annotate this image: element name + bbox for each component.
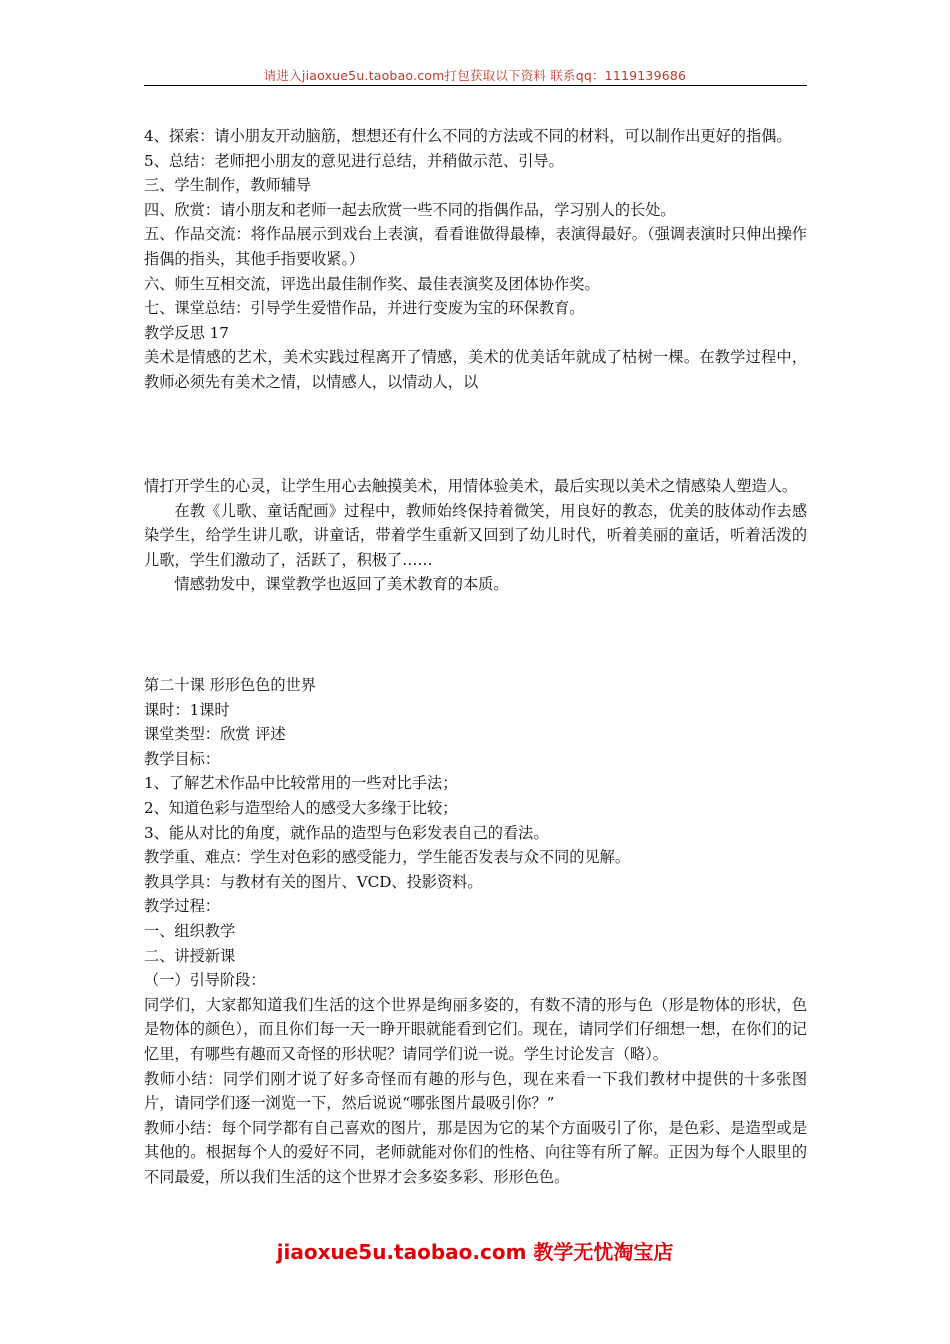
paragraph: 教师小结：每个同学都有自己喜欢的图片，那是因为它的某个方面吸引了你，是色彩、是造型或是其他的。根据每个人的爱好不同，老师就能对你们的性格、向往等有所了解。正因为每个人眼里的不同最爱，所以我们生活的这个世界才会多姿多彩、形形色色。 <box>144 1118 807 1186</box>
paragraph: 同学们，大家都知道我们生活的这个世界是绚丽多姿的，有数不清的形与色（形是物体的形状，色是物体的颜色），而且你们每一天一睁开眼就能看到它们。现在，请同学们仔细想一想，在你们的记忆里，有哪些有趣而又奇怪的形状呢？请同学们说一说。学生讨论发言（略）。 <box>144 995 807 1063</box>
paragraph: 4、探索：请小朋友开动脑筋，想想还有什么不同的方法或不同的材料，可以制作出更好的指偶。 <box>144 127 792 145</box>
paragraph: 教学过程： <box>144 897 220 916</box>
paragraph: 2、知道色彩与造型给人的感受大多缘于比较； <box>144 798 458 817</box>
paragraph: 美术是情感的艺术，美术实践过程离开了情感，美术的优美话年就成了枯树一棵。在教学过程中，教师必须先有美术之情，以情感人，以情动人，以 <box>144 348 807 391</box>
paragraph: 情打开学生的心灵，让学生用心去触摸美术，用情体验美术，最后实现以美术之情感染人塑造人。 <box>144 477 798 495</box>
paragraph: （一）引导阶段： <box>144 971 266 990</box>
paragraph: 二、讲授新课 <box>144 946 236 965</box>
lesson-title: 第二十课 形形色色的世界 <box>144 676 316 694</box>
paragraph: 教具学具：与教材有关的图片、VCD、投影资料。 <box>144 872 483 891</box>
paragraph: 教学目标： <box>144 749 220 768</box>
body-section-3 <box>144 673 807 1189</box>
paragraph: 六、师生互相交流，评选出最佳制作奖、最佳表演奖及团体协作奖。 <box>144 274 600 293</box>
paragraph: 在教《儿歌、童话配画》过程中，教师始终保持着微笑，用良好的教态，优美的肢体动作去感染学生，给学生讲儿歌，讲童话，带着学生重新又回到了幼儿时代，听着美丽的童话，听着活泼的儿歌，学生们激动了，活跃了，积极了…… <box>144 501 807 569</box>
page-footer: jiaoxue5u.taobao.com 教学无忧淘宝店 <box>276 1240 674 1264</box>
paragraph: 1、了解艺术作品中比较常用的一些对比手法； <box>144 774 458 793</box>
paragraph: 五、作品交流：将作品展示到戏台上表演，看看谁做得最棒，表演得最好。（强调表演时只伸出操作指偶的指头，其他手指要收紧。） <box>144 225 807 268</box>
paragraph: 教学重、难点：学生对色彩的感受能力，学生能否发表与众不同的见解。 <box>144 848 630 867</box>
paragraph: 3、能从对比的角度，就作品的造型与色彩发表自己的看法。 <box>144 823 549 842</box>
paragraph: 课堂类型：欣赏 评述 <box>144 725 286 744</box>
body-section-1 <box>144 124 807 395</box>
paragraph: 5、总结：老师把小朋友的意见进行总结，并稍做示范、引导。 <box>144 151 564 170</box>
paragraph: 七、课堂总结：引导学生爱惜作品，并进行变废为宝的环保教育。 <box>144 299 585 318</box>
body-section-2 <box>144 474 807 597</box>
paragraph: 三、学生制作，教师辅导 <box>144 176 312 195</box>
paragraph: 一、组织教学 <box>144 921 236 940</box>
paragraph: 情感勃发中，课堂教学也返回了美术教育的本质。 <box>174 575 509 594</box>
paragraph: 教师小结：同学们刚才说了好多奇怪而有趣的形与色，现在来看一下我们教材中提供的十多张图片，请同学们逐一浏览一下，然后说说“哪张图片最吸引你？” <box>144 1069 807 1113</box>
header-divider <box>144 85 807 86</box>
paragraph: 课时：1课时 <box>144 700 230 719</box>
reflection-heading: 教学反思 17 <box>144 323 229 342</box>
page-header: 请进入jiaoxue5u.taobao.com打包获取以下资料 联系qq：1119139686 <box>263 68 687 83</box>
paragraph: 四、欣赏：请小朋友和老师一起去欣赏一些不同的指偶作品，学习别人的长处。 <box>144 200 676 219</box>
